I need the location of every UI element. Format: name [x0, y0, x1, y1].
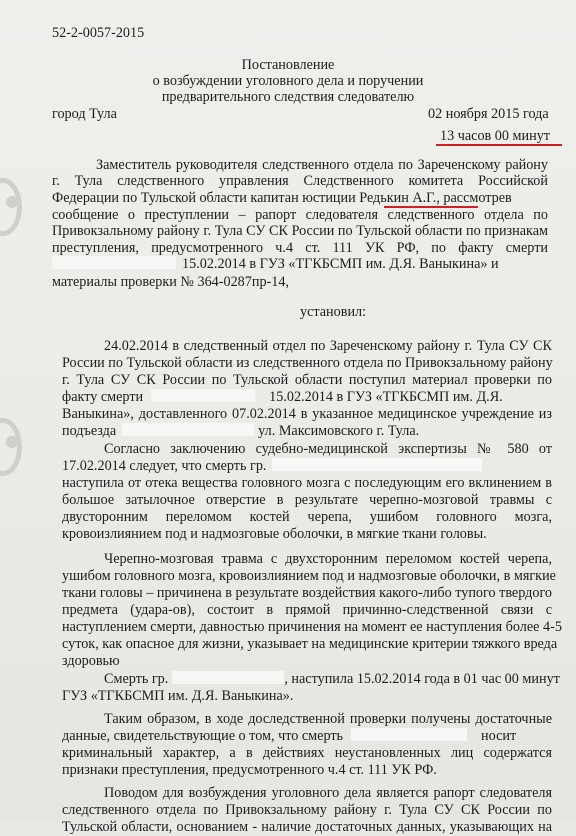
- text-line: данные, свидетельствующие о том, что смерть носит: [62, 728, 517, 744]
- redacted-block: [151, 389, 255, 402]
- redacted-block: [122, 423, 254, 436]
- section-heading: установил:: [300, 304, 367, 320]
- text-line: сообщение о преступлении – рапорт следователя следственного отдела по: [52, 207, 548, 223]
- text-line: двусторонним переломом костей черепа, ушибом головного мозга,: [62, 509, 552, 525]
- text-line: г. Тула СУ СК России по Тульской области поступил материал проверки по: [62, 372, 552, 388]
- text-line: следственного отдела по Привокзальному району г. Тула СУ СК России по: [62, 802, 552, 818]
- time: 13 часов 00 минут: [440, 128, 550, 144]
- text-line: ткани головы – причинена в результате воздействия какого-либо тупого твердого: [62, 585, 553, 601]
- text-line: суток, как опасное для жизни, указывает на медицинские критерии тяжкого вреда: [62, 636, 558, 652]
- text-line: г. Тула следственного управления Следственного комитета Российской: [52, 173, 548, 189]
- text-line: предмета (удара-ов), состоит в прямой причинно-следственной связи с: [62, 602, 552, 618]
- date: 02 ноября 2015 года: [428, 106, 549, 122]
- text-line: Черепно-мозговая травма с двухсторонним переломом костей черепа,: [104, 551, 552, 567]
- time-underline: [436, 144, 562, 146]
- punch-hole: [6, 436, 18, 448]
- city: город Тула: [52, 106, 117, 122]
- text-line: здоровью: [62, 653, 120, 669]
- text-line: Смерть гр. , наступила 15.02.2014 года в 01 час 00 минут: [104, 671, 560, 687]
- text-line: подъезда ул. Максимовского г. Тула.: [62, 423, 420, 439]
- text-line: признаки преступления, предусмотренного ч.4 ст. 111 УК РФ.: [62, 762, 437, 778]
- text-line: ушибом головного мозга, кровоизлиянием под и надмозговые оболочки, в мягкие: [62, 568, 556, 584]
- redacted-block: [52, 256, 176, 269]
- text-line: Заместитель руководителя следственного отдела по Зареченскому району: [96, 157, 548, 173]
- doc-number: 52-2-0057-2015: [52, 25, 145, 41]
- text-line: большое затылочное отверстие в результате черепно-мозговой травмы с: [62, 492, 552, 508]
- doc-subtitle: предварительного следствия следователю: [161, 89, 415, 105]
- text-line: преступления, предусмотренного ч.4 ст. 111 УК РФ, по факту смерти: [52, 240, 548, 256]
- redacted-block: [351, 728, 467, 741]
- text-line: наступлением смерти, давностью причинения на момент ее наступления более 4-5: [62, 619, 562, 635]
- text-line: Поводом для возбуждения уголовного дела является рапорт следователя: [104, 785, 552, 801]
- text-line: Ваныкина», доставленного 07.02.2014 в указанное медицинское учреждение из: [62, 406, 552, 422]
- officer-name: Редькин А.Г.: [359, 190, 437, 206]
- text-line: 24.02.2014 в следственный отдел по Зареченскому району г. Тула СУ СК: [104, 338, 552, 354]
- text-line: Таким образом, в ходе доследственной проверки получены достаточные: [104, 711, 552, 727]
- text-line: наступила от отека вещества головного мозга с последующим его вклинением в: [62, 475, 552, 491]
- text-line: материалы проверки № 364-0287пр-14,: [52, 274, 290, 290]
- text-line: России по Тульской области из следственного отдела по Привокзальному району: [62, 355, 553, 371]
- text-line: Тульской области, основанием - наличие достаточных данных, указывающих на: [62, 819, 552, 835]
- text-line: Федерации по Тульской области капитан юстиции Редькин А.Г., рассмотрев: [52, 190, 512, 206]
- punch-hole: [6, 196, 18, 208]
- text-line: ГУЗ «ТГКБСМП им. Д.Я. Ваныкина».: [62, 688, 294, 704]
- doc-subtitle: о возбуждении уголовного дела и поручении: [152, 73, 424, 89]
- text-line: Согласно заключению судебно-медицинской экспертизы № 580 от: [104, 441, 552, 457]
- text-line: кровоизлиянием под и надмозговые оболочки, в мягкие ткани головы.: [62, 526, 487, 542]
- redacted-block: [272, 458, 482, 471]
- doc-title: Постановление: [241, 57, 335, 73]
- redacted-block: [172, 671, 284, 684]
- text-line: 17.02.2014 следует, что смерть гр.: [62, 458, 482, 475]
- text-line: криминальный характер, а в действиях неустановленных лиц содержатся: [62, 745, 552, 761]
- text-line: факту смерти 15.02.2014 в ГУЗ «ТГКБСМП им. Д.Я.: [62, 389, 503, 405]
- text-line: 15.02.2014 в ГУЗ «ТГКБСМП им. Д.Я. Ваныкина» и: [52, 256, 499, 273]
- text-line: Привокзальному району г. Тула СУ СК России по Тульской области по признакам: [52, 223, 548, 239]
